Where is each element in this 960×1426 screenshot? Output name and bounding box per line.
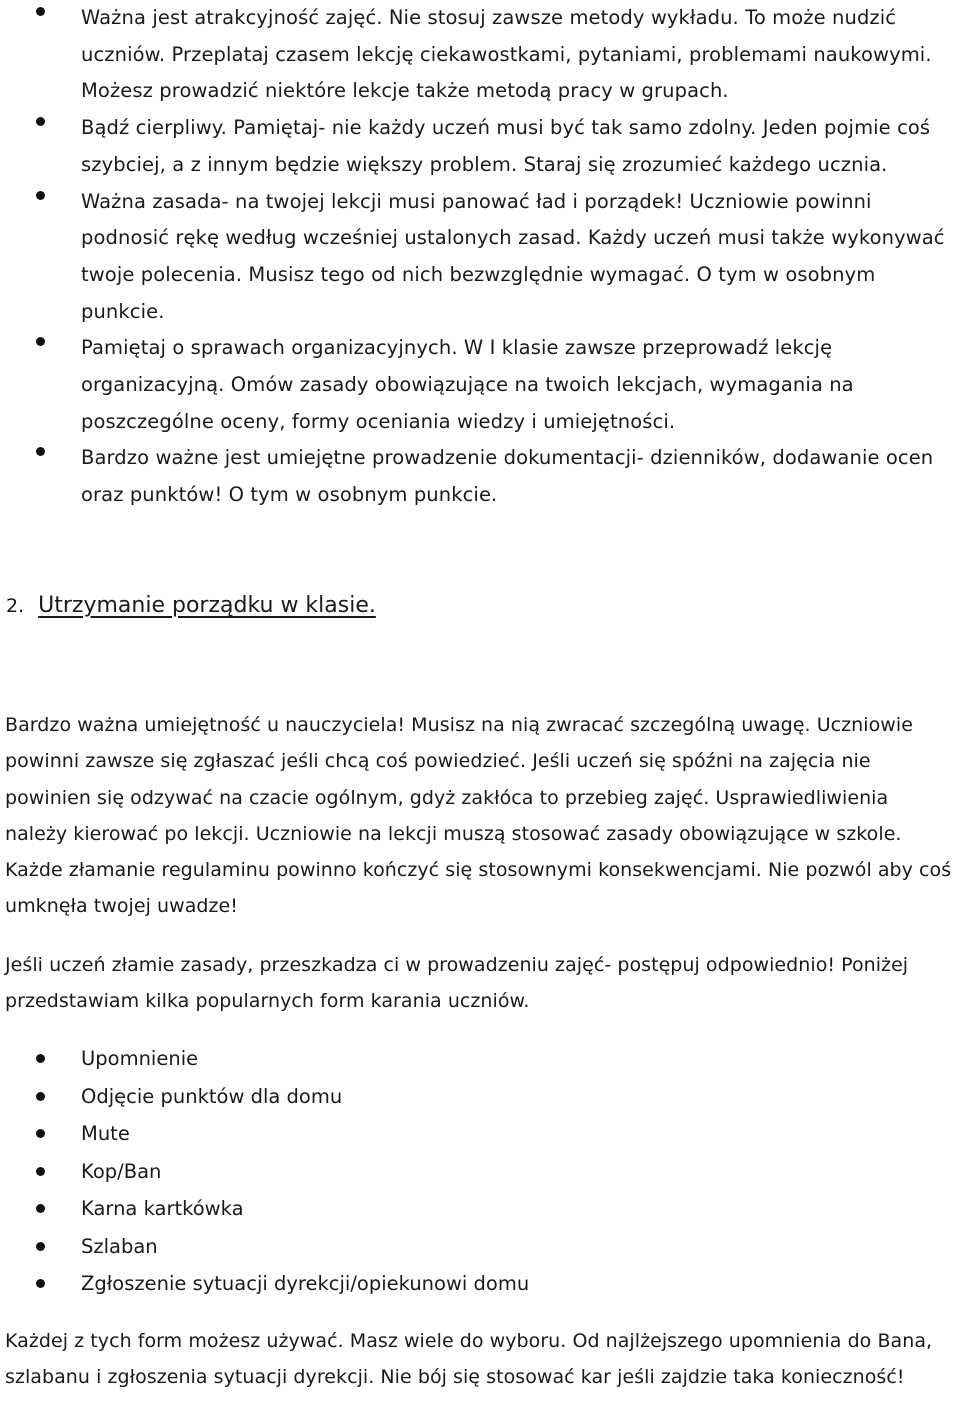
list-item: [0, 1190, 960, 1228]
bullet-icon: [36, 7, 45, 16]
list-item: [0, 184, 960, 331]
bullet-icon: [36, 1129, 45, 1138]
list-item: [0, 110, 960, 183]
list-item-text: Kop/Ban: [81, 1159, 162, 1183]
list-item: [0, 330, 960, 440]
list-item-text: Bądź cierpliwy. Pamiętaj- nie każdy uczeń musi być tak samo zdolny. Jeden pojmie coś szybciej, a z innym będzie większy problem. Staraj się zrozumieć każdego ucznia.: [81, 116, 931, 176]
bullet-icon: [36, 447, 45, 456]
paragraph-summary: Każdej z tych form możesz używać. Masz wiele do wyboru. Od najlżejszego upomnienia do Bana, szlabanu i zgłoszenia sytuacji dyrekcji. Nie bój się stosować kar jeśli zajdzie taka konieczność!: [5, 1330, 933, 1389]
punishment-list: [0, 1040, 960, 1303]
bullet-icon: [36, 1204, 45, 1213]
list-item-text: Upomnienie: [81, 1047, 199, 1070]
bullet-icon: [36, 191, 45, 200]
list-item-text: Ważna zasada- na twojej lekcji musi panować ład i porządek! Uczniowie powinni podnosić rękę według wcześniej ustalonych zasad. Każdy uczeń musi także wykonywać twoje polecenia. Musisz tego od nich bezwzględnie wymagać. O tym w osobnym punkcie.: [81, 189, 945, 323]
section-title: Utrzymanie porządku w klasie.: [38, 593, 376, 618]
list-item-text: Karna kartkówka: [81, 1197, 244, 1220]
paragraph-punishment-intro: Jeśli uczeń złamie zasady, przeszkadza ci w prowadzeniu zajęć- postępuj odpowiednio! Poniżej przedstawiam kilka popularnych form karania uczniów.: [5, 954, 909, 1013]
bullet-icon: [36, 1167, 45, 1176]
list-item: [0, 1153, 960, 1191]
list-item: [0, 1078, 960, 1116]
bullet-icon: [36, 337, 45, 346]
bullet-icon: [36, 1279, 45, 1288]
list-item-text: Ważna jest atrakcyjność zajęć. Nie stosuj zawsze metody wykładu. To może nudzić uczniów. Przeplataj czasem lekcję ciekawostkami, pytaniami, problemami naukowymi. Możesz prowadzić niektóre lekcje także metodą pracy w grupach.: [81, 6, 932, 103]
list-item-text: Bardzo ważne jest umiejętne prowadzenie dokumentacji- dzienników, dodawanie ocen oraz punktów! O tym w osobnym punkcie.: [81, 446, 934, 507]
list-item-text: Odjęcie punktów dla domu: [81, 1084, 343, 1108]
list-item: [0, 1228, 960, 1266]
bullet-icon: [36, 1092, 45, 1101]
intro-bullet-list: [0, 0, 960, 514]
section-number: 2.: [6, 595, 25, 617]
list-item-text: Mute: [81, 1122, 130, 1145]
bullet-icon: [36, 1054, 45, 1063]
section-heading: [6, 588, 376, 624]
bullet-icon: [36, 117, 45, 126]
list-item: [0, 0, 960, 110]
list-item: [0, 1115, 960, 1153]
list-item-text: Pamiętaj o sprawach organizacyjnych. W I klasie zawsze przeprowadź lekcję organizacyjną. Omów zasady obowiązujące na twoich lekcjach, wymagania na poszczególne oceny, formy oceniania wiedzy i umiejętności.: [81, 336, 854, 433]
list-item-text: Zgłoszenie sytuacji dyrekcji/opiekunowi domu: [81, 1272, 530, 1295]
paragraph-rules: Bardzo ważna umiejętność u nauczyciela! Musisz na nią zwracać szczególną uwagę. Uczniowie powinni zawsze się zgłaszać jeśli chcą coś powiedzieć. Jeśli uczeń się spóźni na zajęcia nie powinien się odzywać na czacie ogólnym, gdyż zakłóca to przebieg zajęć. Usprawiedliwienia należy kierować po lekcji. Uczniowie na lekcji muszą stosować zasady obowiązujące w szkole. Każde złamanie regulaminu powinno kończyć się stosownymi konsekwencjami. Nie pozwól aby coś umknęła twojej uwadze!: [5, 714, 952, 918]
list-item-text: Szlaban: [81, 1234, 158, 1258]
list-item: [0, 1265, 960, 1303]
list-item: [0, 440, 960, 513]
bullet-icon: [36, 1242, 45, 1251]
list-item: [0, 1040, 960, 1078]
